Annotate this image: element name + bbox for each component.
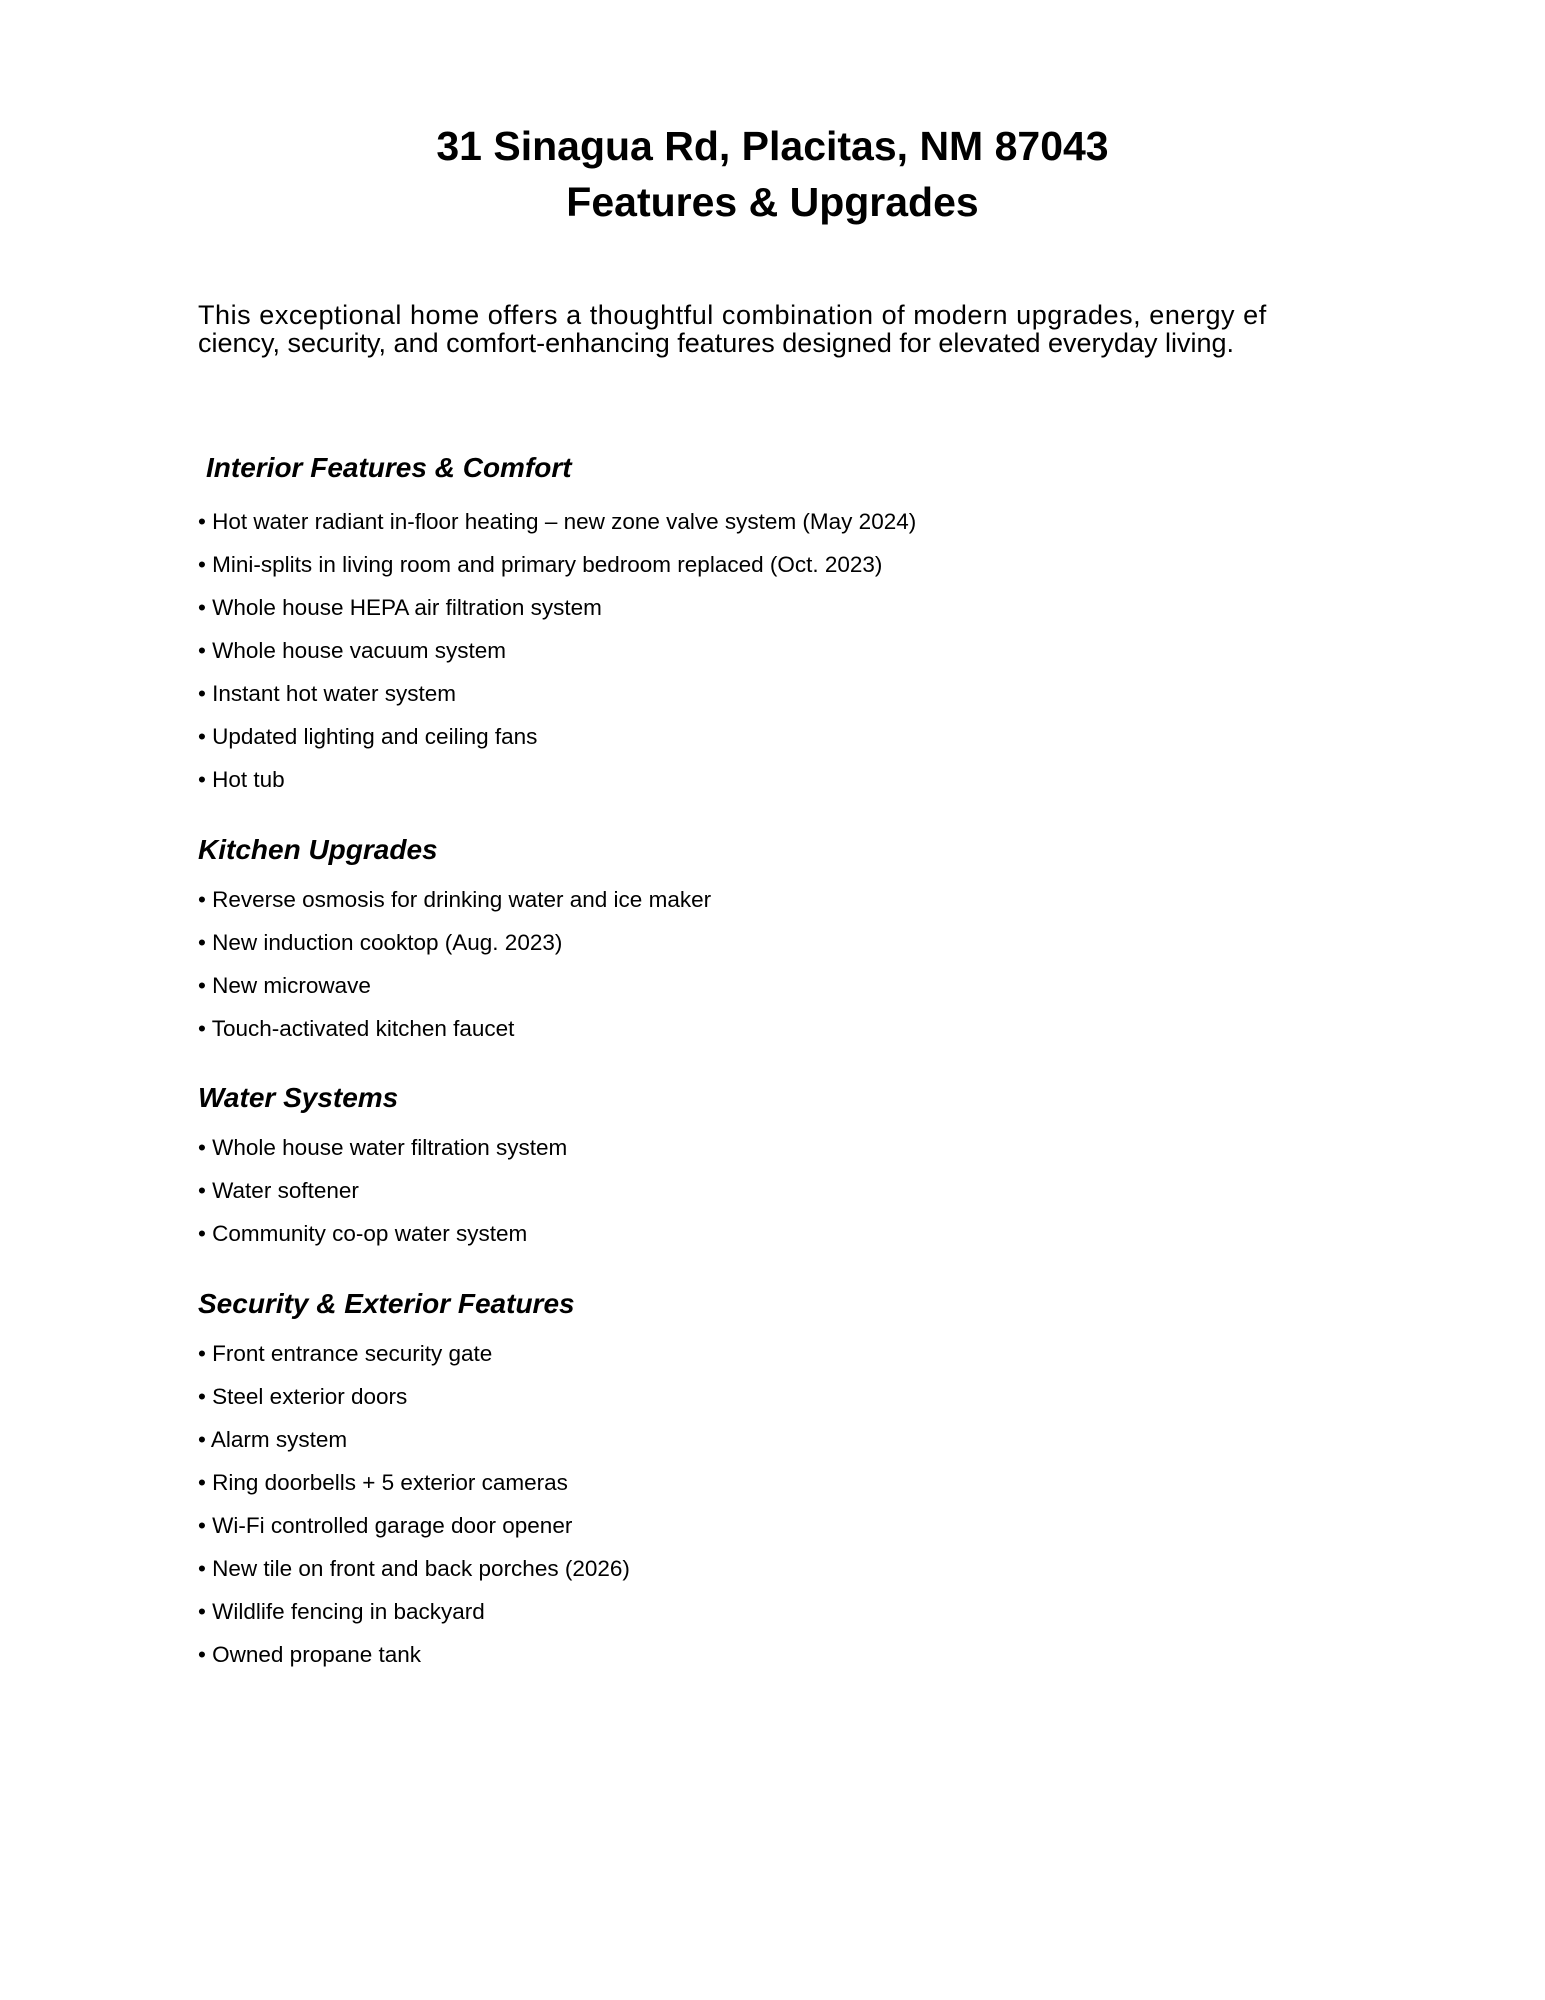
list-item: • Alarm system xyxy=(198,1418,630,1461)
section-kitchen-upgrades xyxy=(198,832,711,1050)
section-heading: Security & Exterior Features xyxy=(198,1288,575,1319)
page-title-subtitle: Features & Upgrades xyxy=(566,179,979,225)
section-water-systems xyxy=(198,1080,567,1255)
list-item: • New microwave xyxy=(198,964,711,1007)
section-heading: Interior Features & Comfort xyxy=(206,452,572,483)
list-item: • Touch-activated kitchen faucet xyxy=(198,1007,711,1050)
feature-list xyxy=(198,878,711,1050)
section-heading: Water Systems xyxy=(198,1082,399,1113)
feature-list xyxy=(198,1332,630,1676)
list-item: • Mini-splits in living room and primary bedroom replaced (Oct. 2023) xyxy=(198,543,916,586)
intro-line-1: This exceptional home offers a thoughtful combination of modern upgrades, energy ef xyxy=(198,300,1267,330)
section-interior-features xyxy=(198,450,916,801)
page-title-address: 31 Sinagua Rd, Placitas, NM 87043 xyxy=(436,123,1109,169)
list-item: • Ring doorbells + 5 exterior cameras xyxy=(198,1461,630,1504)
list-item: • Hot water radiant in-floor heating – new zone valve system (May 2024) xyxy=(198,500,916,543)
list-item: • New tile on front and back porches (2026) xyxy=(198,1547,630,1590)
list-item: • Hot tub xyxy=(198,758,916,801)
feature-list xyxy=(198,500,916,801)
intro-paragraph xyxy=(198,301,1358,357)
list-item: • Front entrance security gate xyxy=(198,1332,630,1375)
list-item: • Whole house water filtration system xyxy=(198,1126,567,1169)
list-item: • Updated lighting and ceiling fans xyxy=(198,715,916,758)
feature-list xyxy=(198,1126,567,1255)
list-item: • Steel exterior doors xyxy=(198,1375,630,1418)
list-item: • Community co-op water system xyxy=(198,1212,567,1255)
list-item: • Owned propane tank xyxy=(198,1633,630,1676)
list-item: • Wildlife fencing in backyard xyxy=(198,1590,630,1633)
list-item: • Whole house HEPA air filtration system xyxy=(198,586,916,629)
section-heading: Kitchen Upgrades xyxy=(198,834,438,865)
list-item: • Wi-Fi controlled garage door opener xyxy=(198,1504,630,1547)
list-item: • Whole house vacuum system xyxy=(198,629,916,672)
list-item: • Instant hot water system xyxy=(198,672,916,715)
list-item: • Water softener xyxy=(198,1169,567,1212)
intro-line-2: ciency, security, and comfort-enhancing features designed for elevated everyday living. xyxy=(198,328,1235,358)
list-item: • New induction cooktop (Aug. 2023) xyxy=(198,921,711,964)
section-security-exterior xyxy=(198,1286,630,1676)
list-item: • Reverse osmosis for drinking water and ice maker xyxy=(198,878,711,921)
